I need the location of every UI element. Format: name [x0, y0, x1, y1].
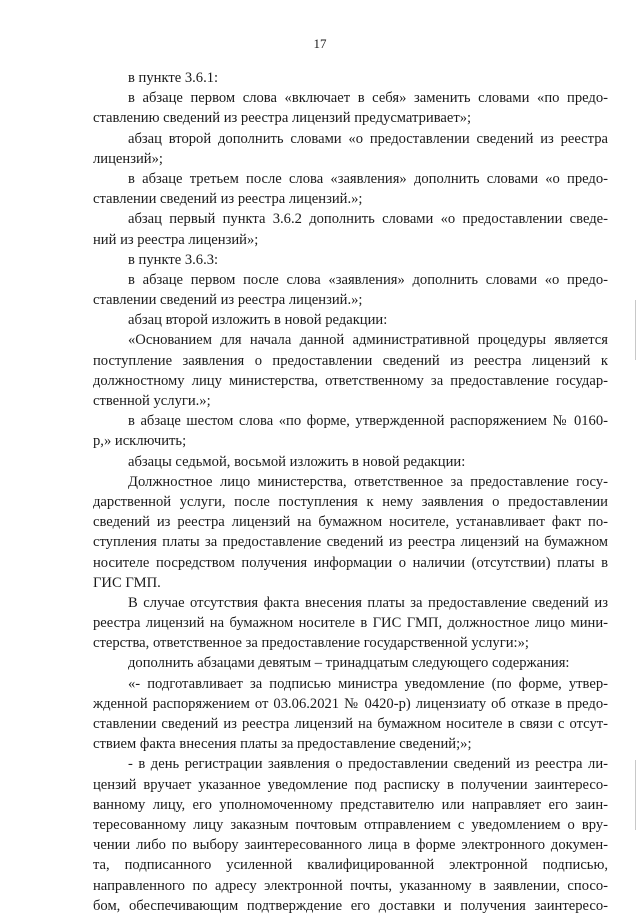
text-line: Должностное лицо министерства, ответственное за предоставление госу- [128, 473, 608, 490]
text-line: ствием факта внесения платы за предоставление сведений;»; [93, 736, 472, 753]
text-line: тересованному лицу заказным почтовым отправлением с уведомлением о вру- [93, 816, 608, 833]
text-line: р,» исключить; [93, 433, 187, 450]
scan-edge-mark [635, 300, 636, 360]
text-line: та, подписанного усиленной квалифицированной электронной подписью, [93, 857, 608, 874]
scan-edge-mark [635, 760, 636, 830]
text-line: ставлении сведений из реестра лицензий на бумажном носителе в связи с отсут- [93, 716, 608, 732]
text-line: ний из реестра лицензий»; [93, 231, 259, 248]
text-line: в абзаце шестом слова «по форме, утвержденной распоряжением № 0160- [128, 413, 608, 430]
text-line: носителе посредством получения информации о наличии (отсутствии) платы в [93, 554, 608, 571]
text-line: в абзаце первом слова «включает в себя» заменить словами «по предо- [128, 90, 608, 107]
text-line: абзац второй изложить в новой редакции: [128, 312, 388, 329]
text-line: чении либо по выбору заинтересованного лица в форме электронного докумен- [93, 837, 608, 854]
text-line: сведений из реестра лицензий на бумажном носителе, устанавливает факт по- [93, 514, 608, 531]
text-line: ставлению сведений из реестра лицензий предусматривает»; [93, 110, 472, 127]
text-line: реестра лицензий на бумажном носителе в ГИС ГМП, должностное лицо мини- [93, 615, 608, 632]
text-line: ступления платы за предоставление сведений из реестра лицензий на бумажном [93, 534, 608, 551]
text-line: абзацы седьмой, восьмой изложить в новой редакции: [128, 453, 466, 470]
text-line: цензий вручает указанное уведомление под расписку в получении заинтересо- [93, 776, 608, 793]
text-line: должностному лицу министерства, ответственному за предоставление государ- [93, 372, 608, 389]
text-line: «Основанием для начала данной административной процедуры является [128, 332, 608, 349]
text-line: жденной распоряжением от 03.06.2021 № 0420-р) лицензиату об отказе в предо- [93, 695, 608, 712]
text-line: В случае отсутствия факта внесения платы за предоставление сведений из [128, 594, 608, 611]
text-line: ГИС ГМП. [93, 574, 161, 591]
text-line: дополнить абзацами девятым – тринадцатым следующего содержания: [128, 655, 570, 672]
text-line: в пункте 3.6.1: [128, 70, 219, 86]
document-body [93, 68, 608, 916]
text-line: стерства, ответственное за предоставление государственной услуги:»; [93, 635, 529, 652]
page-number: 17 [313, 36, 327, 51]
text-line: направленного по адресу электронной почты, указанному в заявлении, спосо- [93, 877, 608, 894]
text-line: абзац второй дополнить словами «о предоставлении сведений из реестра [128, 130, 608, 147]
text-line: - в день регистрации заявления о предоставлении сведений из реестра ли- [128, 756, 608, 773]
text-line: ставлении сведений из реестра лицензий.»; [93, 191, 363, 208]
text-line: абзац первый пункта 3.6.2 дополнить словами «о предоставлении сведе- [128, 211, 608, 228]
text-line: лицензий»; [93, 150, 163, 167]
text-line: в абзаце третьем после слова «заявления» дополнить словами «о предо- [128, 170, 608, 187]
text-line: в абзаце первом после слова «заявления» дополнить словами «о предо- [128, 271, 608, 288]
text-line: ванному лицу, его уполномоченному представителю или направляет его заин- [93, 796, 608, 813]
text-line: бом, обеспечивающим подтверждение его доставки и получения заинтересо- [93, 897, 608, 914]
text-line: дарственной услуги, после поступления к нему заявления о предоставлении [93, 493, 608, 510]
text-line: ственной услуги.»; [93, 393, 211, 409]
text-line: «- подготавливает за подписью министра уведомление (по форме, утвер- [128, 675, 608, 692]
text-line: в пункте 3.6.3: [128, 251, 219, 268]
text-line: поступление заявления о предоставлении сведений из реестра лицензий к [93, 352, 608, 369]
text-line: ставлении сведений из реестра лицензий.»; [93, 292, 363, 309]
